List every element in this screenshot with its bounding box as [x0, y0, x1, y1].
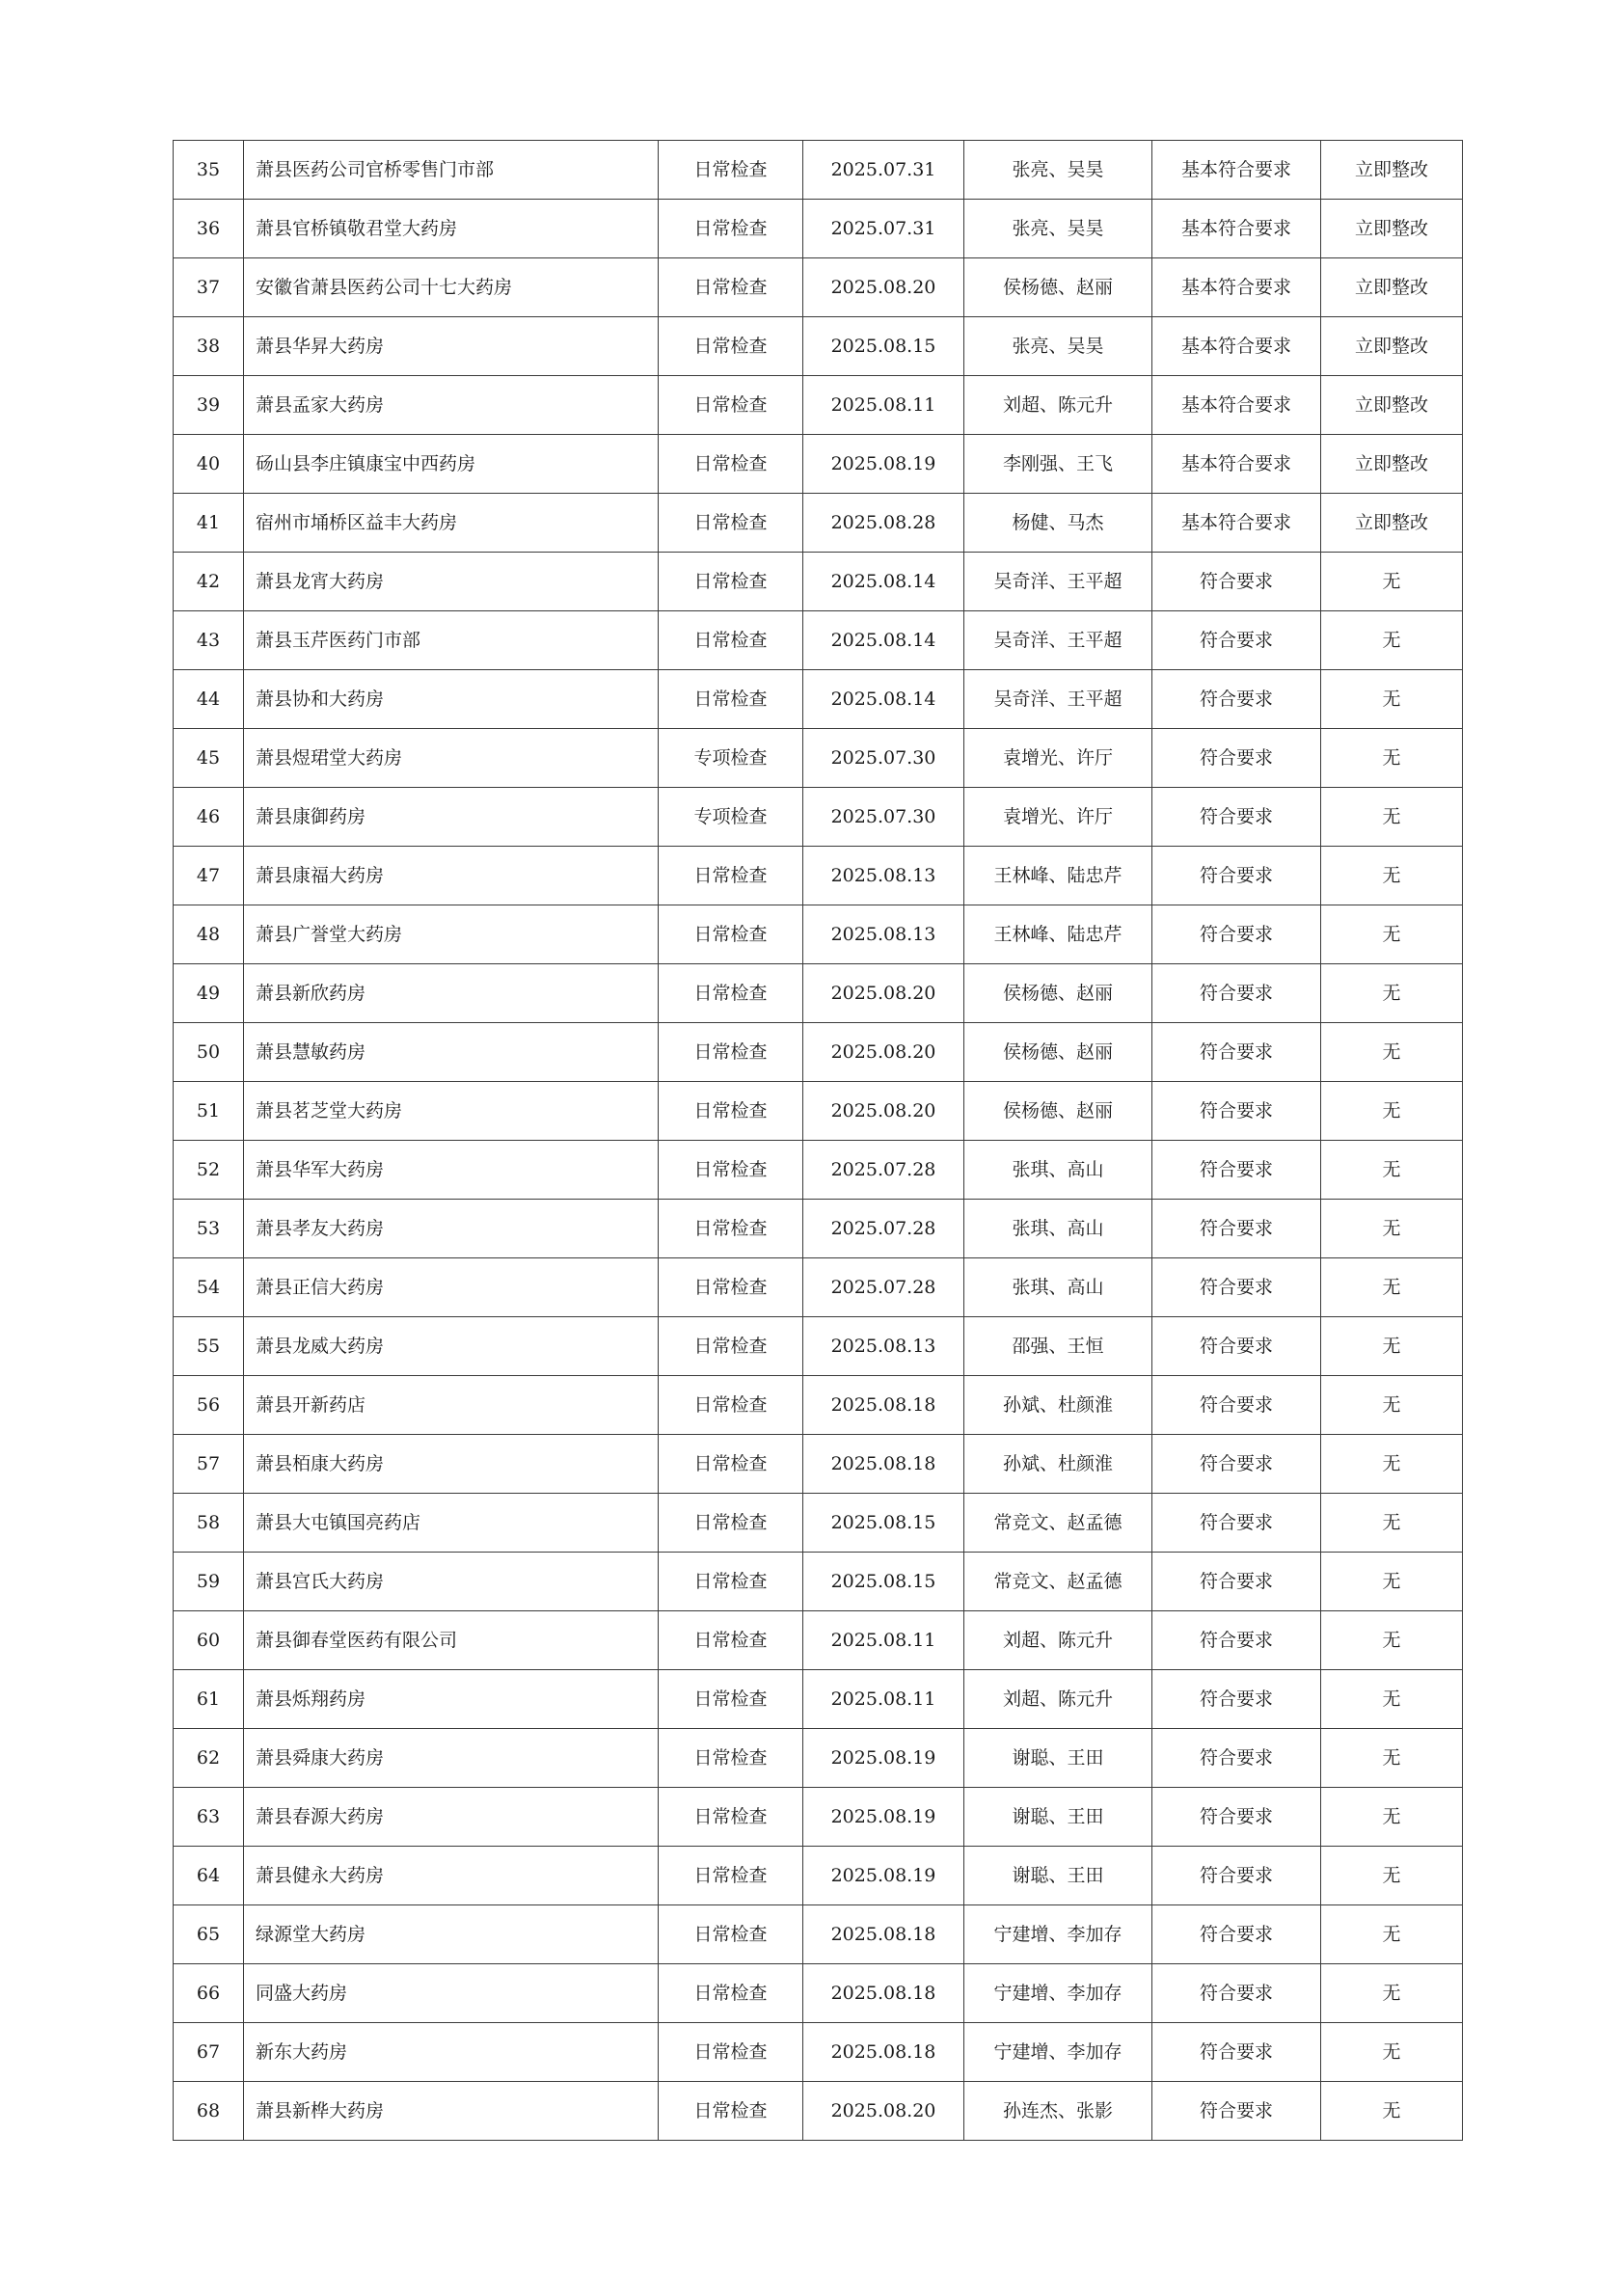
table-row — [174, 1376, 1463, 1435]
inspection-result-cell: 符合要求 — [1152, 611, 1321, 670]
inspectors-cell: 侯杨德、赵丽 — [964, 1082, 1152, 1141]
pharmacy-name-cell: 萧县康御药房 — [244, 788, 659, 847]
row-number-cell: 40 — [174, 435, 244, 494]
table-row — [174, 200, 1463, 258]
inspectors-cell: 孙连杰、张影 — [964, 2082, 1152, 2141]
inspection-type-cell: 日常检查 — [659, 1200, 803, 1258]
row-number-cell: 64 — [174, 1847, 244, 1905]
pharmacy-name-cell: 萧县玉芹医药门市部 — [244, 611, 659, 670]
inspection-result-cell: 基本符合要求 — [1152, 435, 1321, 494]
pharmacy-name-cell: 安徽省萧县医药公司十七大药房 — [244, 258, 659, 317]
inspection-type-cell: 日常检查 — [659, 376, 803, 435]
inspection-date-cell: 2025.08.19 — [803, 1847, 964, 1905]
inspection-date-cell: 2025.08.20 — [803, 258, 964, 317]
inspection-result-cell: 符合要求 — [1152, 1023, 1321, 1082]
inspection-type-cell: 日常检查 — [659, 1905, 803, 1964]
table-row — [174, 1788, 1463, 1847]
row-number-cell: 42 — [174, 553, 244, 611]
inspectors-cell: 宁建增、李加存 — [964, 1964, 1152, 2023]
row-number-cell: 52 — [174, 1141, 244, 1200]
inspection-type-cell: 日常检查 — [659, 847, 803, 905]
table-row — [174, 729, 1463, 788]
rectification-cell: 无 — [1321, 1670, 1463, 1729]
rectification-cell: 无 — [1321, 1494, 1463, 1553]
inspectors-cell: 侯杨德、赵丽 — [964, 258, 1152, 317]
inspection-result-cell: 符合要求 — [1152, 788, 1321, 847]
pharmacy-name-cell: 萧县茗芝堂大药房 — [244, 1082, 659, 1141]
row-number-cell: 68 — [174, 2082, 244, 2141]
inspection-type-cell: 日常检查 — [659, 905, 803, 964]
pharmacy-name-cell: 萧县华昇大药房 — [244, 317, 659, 376]
table-row — [174, 2023, 1463, 2082]
inspectors-cell: 侯杨德、赵丽 — [964, 964, 1152, 1023]
inspection-result-cell: 符合要求 — [1152, 729, 1321, 788]
inspection-type-cell: 专项检查 — [659, 788, 803, 847]
inspection-result-cell: 符合要求 — [1152, 1788, 1321, 1847]
rectification-cell: 无 — [1321, 1376, 1463, 1435]
table-row — [174, 494, 1463, 553]
pharmacy-name-cell: 萧县医药公司官桥零售门市部 — [244, 141, 659, 200]
row-number-cell: 61 — [174, 1670, 244, 1729]
pharmacy-name-cell: 萧县栢康大药房 — [244, 1435, 659, 1494]
row-number-cell: 38 — [174, 317, 244, 376]
pharmacy-name-cell: 萧县官桥镇敬君堂大药房 — [244, 200, 659, 258]
inspectors-cell: 张亮、吴昊 — [964, 317, 1152, 376]
table-row — [174, 788, 1463, 847]
rectification-cell: 无 — [1321, 1553, 1463, 1611]
inspection-type-cell: 日常检查 — [659, 1611, 803, 1670]
pharmacy-name-cell: 萧县煜珺堂大药房 — [244, 729, 659, 788]
inspection-date-cell: 2025.08.20 — [803, 2082, 964, 2141]
pharmacy-name-cell: 萧县大屯镇国亮药店 — [244, 1494, 659, 1553]
inspectors-cell: 杨健、马杰 — [964, 494, 1152, 553]
inspection-type-cell: 日常检查 — [659, 1317, 803, 1376]
inspection-result-cell: 符合要求 — [1152, 1082, 1321, 1141]
table-row — [174, 1258, 1463, 1317]
inspection-type-cell: 日常检查 — [659, 435, 803, 494]
inspection-date-cell: 2025.07.31 — [803, 141, 964, 200]
rectification-cell: 无 — [1321, 1023, 1463, 1082]
table-row — [174, 1553, 1463, 1611]
table-row — [174, 435, 1463, 494]
inspection-result-cell: 符合要求 — [1152, 2023, 1321, 2082]
inspectors-cell: 邵强、王恒 — [964, 1317, 1152, 1376]
inspection-result-cell: 基本符合要求 — [1152, 494, 1321, 553]
table-row — [174, 670, 1463, 729]
pharmacy-name-cell: 萧县宫氏大药房 — [244, 1553, 659, 1611]
row-number-cell: 56 — [174, 1376, 244, 1435]
pharmacy-name-cell: 萧县春源大药房 — [244, 1788, 659, 1847]
inspection-date-cell: 2025.08.18 — [803, 1964, 964, 2023]
inspection-result-cell: 符合要求 — [1152, 1964, 1321, 2023]
inspectors-cell: 李刚强、王飞 — [964, 435, 1152, 494]
inspection-date-cell: 2025.08.15 — [803, 1553, 964, 1611]
rectification-cell: 无 — [1321, 1905, 1463, 1964]
inspection-date-cell: 2025.08.20 — [803, 964, 964, 1023]
inspection-result-cell: 符合要求 — [1152, 1553, 1321, 1611]
inspectors-cell: 谢聪、王田 — [964, 1788, 1152, 1847]
inspection-date-cell: 2025.08.18 — [803, 1376, 964, 1435]
inspection-date-cell: 2025.08.14 — [803, 611, 964, 670]
pharmacy-name-cell: 萧县御春堂医药有限公司 — [244, 1611, 659, 1670]
row-number-cell: 35 — [174, 141, 244, 200]
row-number-cell: 66 — [174, 1964, 244, 2023]
pharmacy-name-cell: 萧县广誉堂大药房 — [244, 905, 659, 964]
inspection-date-cell: 2025.08.14 — [803, 670, 964, 729]
pharmacy-name-cell: 萧县华军大药房 — [244, 1141, 659, 1200]
records-body — [174, 141, 1463, 2141]
inspection-result-cell: 符合要求 — [1152, 1317, 1321, 1376]
pharmacy-name-cell: 砀山县李庄镇康宝中西药房 — [244, 435, 659, 494]
rectification-cell: 无 — [1321, 847, 1463, 905]
rectification-cell: 无 — [1321, 1847, 1463, 1905]
inspection-result-cell: 符合要求 — [1152, 1729, 1321, 1788]
pharmacy-name-cell: 萧县龙宵大药房 — [244, 553, 659, 611]
inspection-result-cell: 符合要求 — [1152, 2082, 1321, 2141]
inspection-type-cell: 日常检查 — [659, 1376, 803, 1435]
inspection-type-cell: 日常检查 — [659, 964, 803, 1023]
inspectors-cell: 宁建增、李加存 — [964, 2023, 1152, 2082]
pharmacy-name-cell: 萧县龙威大药房 — [244, 1317, 659, 1376]
table-row — [174, 317, 1463, 376]
table-row — [174, 141, 1463, 200]
inspectors-cell: 吴奇洋、王平超 — [964, 553, 1152, 611]
table-row — [174, 1200, 1463, 1258]
inspectors-cell: 常竞文、赵孟德 — [964, 1553, 1152, 1611]
row-number-cell: 62 — [174, 1729, 244, 1788]
inspection-type-cell: 日常检查 — [659, 1082, 803, 1141]
inspectors-cell: 张琪、高山 — [964, 1258, 1152, 1317]
inspection-result-cell: 符合要求 — [1152, 1258, 1321, 1317]
inspection-result-cell: 符合要求 — [1152, 1847, 1321, 1905]
rectification-cell: 无 — [1321, 1200, 1463, 1258]
inspection-date-cell: 2025.08.20 — [803, 1023, 964, 1082]
inspection-date-cell: 2025.08.11 — [803, 376, 964, 435]
table-row — [174, 1847, 1463, 1905]
inspection-result-cell: 符合要求 — [1152, 1494, 1321, 1553]
inspection-result-cell: 符合要求 — [1152, 1905, 1321, 1964]
table-row — [174, 1905, 1463, 1964]
inspection-date-cell: 2025.08.28 — [803, 494, 964, 553]
table-row — [174, 1141, 1463, 1200]
inspection-type-cell: 日常检查 — [659, 1023, 803, 1082]
inspection-result-cell: 符合要求 — [1152, 553, 1321, 611]
inspection-date-cell: 2025.08.15 — [803, 1494, 964, 1553]
inspection-date-cell: 2025.08.15 — [803, 317, 964, 376]
inspectors-cell: 孙斌、杜颜淮 — [964, 1435, 1152, 1494]
inspection-type-cell: 日常检查 — [659, 2023, 803, 2082]
table-row — [174, 1964, 1463, 2023]
row-number-cell: 58 — [174, 1494, 244, 1553]
rectification-cell: 无 — [1321, 670, 1463, 729]
table-row — [174, 1670, 1463, 1729]
rectification-cell: 无 — [1321, 1611, 1463, 1670]
row-number-cell: 57 — [174, 1435, 244, 1494]
row-number-cell: 67 — [174, 2023, 244, 2082]
row-number-cell: 63 — [174, 1788, 244, 1847]
inspection-date-cell: 2025.08.18 — [803, 2023, 964, 2082]
pharmacy-name-cell: 萧县开新药店 — [244, 1376, 659, 1435]
inspectors-cell: 张琪、高山 — [964, 1141, 1152, 1200]
inspection-date-cell: 2025.08.11 — [803, 1611, 964, 1670]
inspection-type-cell: 日常检查 — [659, 494, 803, 553]
inspection-result-cell: 基本符合要求 — [1152, 258, 1321, 317]
pharmacy-name-cell: 新东大药房 — [244, 2023, 659, 2082]
inspection-date-cell: 2025.08.18 — [803, 1905, 964, 1964]
inspection-date-cell: 2025.07.28 — [803, 1141, 964, 1200]
inspection-result-cell: 符合要求 — [1152, 1200, 1321, 1258]
table-row — [174, 376, 1463, 435]
inspectors-cell: 刘超、陈元升 — [964, 1670, 1152, 1729]
row-number-cell: 65 — [174, 1905, 244, 1964]
inspectors-cell: 张亮、吴昊 — [964, 200, 1152, 258]
pharmacy-name-cell: 萧县孝友大药房 — [244, 1200, 659, 1258]
inspection-type-cell: 日常检查 — [659, 1847, 803, 1905]
rectification-cell: 无 — [1321, 788, 1463, 847]
inspection-date-cell: 2025.08.19 — [803, 1729, 964, 1788]
inspection-type-cell: 日常检查 — [659, 200, 803, 258]
rectification-cell: 无 — [1321, 1788, 1463, 1847]
rectification-cell: 无 — [1321, 1964, 1463, 2023]
row-number-cell: 59 — [174, 1553, 244, 1611]
inspection-date-cell: 2025.08.19 — [803, 435, 964, 494]
inspection-date-cell: 2025.07.30 — [803, 729, 964, 788]
rectification-cell: 无 — [1321, 964, 1463, 1023]
inspection-result-cell: 符合要求 — [1152, 964, 1321, 1023]
table-row — [174, 1729, 1463, 1788]
rectification-cell: 无 — [1321, 553, 1463, 611]
rectification-cell: 立即整改 — [1321, 141, 1463, 200]
rectification-cell: 无 — [1321, 2082, 1463, 2141]
rectification-cell: 立即整改 — [1321, 494, 1463, 553]
inspection-date-cell: 2025.08.19 — [803, 1788, 964, 1847]
table-row — [174, 1082, 1463, 1141]
inspectors-cell: 刘超、陈元升 — [964, 376, 1152, 435]
inspectors-cell: 王林峰、陆忠芹 — [964, 847, 1152, 905]
pharmacy-name-cell: 萧县新桦大药房 — [244, 2082, 659, 2141]
pharmacy-name-cell: 萧县新欣药房 — [244, 964, 659, 1023]
inspectors-cell: 张亮、吴昊 — [964, 141, 1152, 200]
inspection-date-cell: 2025.07.30 — [803, 788, 964, 847]
row-number-cell: 48 — [174, 905, 244, 964]
pharmacy-name-cell: 萧县慧敏药房 — [244, 1023, 659, 1082]
row-number-cell: 43 — [174, 611, 244, 670]
inspection-date-cell: 2025.08.20 — [803, 1082, 964, 1141]
inspection-result-cell: 符合要求 — [1152, 670, 1321, 729]
row-number-cell: 60 — [174, 1611, 244, 1670]
inspection-result-cell: 符合要求 — [1152, 1435, 1321, 1494]
rectification-cell: 无 — [1321, 1082, 1463, 1141]
row-number-cell: 46 — [174, 788, 244, 847]
row-number-cell: 50 — [174, 1023, 244, 1082]
row-number-cell: 51 — [174, 1082, 244, 1141]
inspection-date-cell: 2025.07.31 — [803, 200, 964, 258]
inspectors-cell: 谢聪、王田 — [964, 1729, 1152, 1788]
inspectors-cell: 袁增光、许厅 — [964, 788, 1152, 847]
table-row — [174, 847, 1463, 905]
table-row — [174, 611, 1463, 670]
inspection-type-cell: 日常检查 — [659, 670, 803, 729]
rectification-cell: 无 — [1321, 1258, 1463, 1317]
table-row — [174, 2082, 1463, 2141]
inspection-result-cell: 符合要求 — [1152, 1141, 1321, 1200]
rectification-cell: 无 — [1321, 729, 1463, 788]
inspection-date-cell: 2025.08.14 — [803, 553, 964, 611]
inspection-records-table — [173, 140, 1463, 2141]
inspectors-cell: 孙斌、杜颜淮 — [964, 1376, 1152, 1435]
rectification-cell: 无 — [1321, 1317, 1463, 1376]
inspection-type-cell: 日常检查 — [659, 1494, 803, 1553]
pharmacy-name-cell: 宿州市埇桥区益丰大药房 — [244, 494, 659, 553]
table-row — [174, 905, 1463, 964]
table-row — [174, 1317, 1463, 1376]
inspection-date-cell: 2025.07.28 — [803, 1200, 964, 1258]
inspectors-cell: 张琪、高山 — [964, 1200, 1152, 1258]
pharmacy-name-cell: 萧县协和大药房 — [244, 670, 659, 729]
row-number-cell: 47 — [174, 847, 244, 905]
inspection-date-cell: 2025.08.13 — [803, 905, 964, 964]
rectification-cell: 无 — [1321, 1141, 1463, 1200]
pharmacy-name-cell: 萧县康福大药房 — [244, 847, 659, 905]
inspection-type-cell: 日常检查 — [659, 141, 803, 200]
inspection-type-cell: 日常检查 — [659, 317, 803, 376]
pharmacy-name-cell: 绿源堂大药房 — [244, 1905, 659, 1964]
inspection-type-cell: 日常检查 — [659, 1258, 803, 1317]
inspection-result-cell: 符合要求 — [1152, 1670, 1321, 1729]
inspection-result-cell: 基本符合要求 — [1152, 141, 1321, 200]
inspection-type-cell: 日常检查 — [659, 1788, 803, 1847]
rectification-cell: 立即整改 — [1321, 258, 1463, 317]
rectification-cell: 立即整改 — [1321, 200, 1463, 258]
inspection-result-cell: 符合要求 — [1152, 1611, 1321, 1670]
inspection-result-cell: 符合要求 — [1152, 847, 1321, 905]
table-row — [174, 964, 1463, 1023]
row-number-cell: 39 — [174, 376, 244, 435]
row-number-cell: 54 — [174, 1258, 244, 1317]
inspectors-cell: 谢聪、王田 — [964, 1847, 1152, 1905]
rectification-cell: 无 — [1321, 1435, 1463, 1494]
inspection-type-cell: 日常检查 — [659, 258, 803, 317]
rectification-cell: 无 — [1321, 2023, 1463, 2082]
pharmacy-name-cell: 萧县孟家大药房 — [244, 376, 659, 435]
inspectors-cell: 宁建增、李加存 — [964, 1905, 1152, 1964]
inspection-type-cell: 日常检查 — [659, 1964, 803, 2023]
inspection-result-cell: 基本符合要求 — [1152, 376, 1321, 435]
inspection-date-cell: 2025.07.28 — [803, 1258, 964, 1317]
inspection-result-cell: 符合要求 — [1152, 905, 1321, 964]
inspectors-cell: 侯杨德、赵丽 — [964, 1023, 1152, 1082]
inspection-type-cell: 日常检查 — [659, 1141, 803, 1200]
pharmacy-name-cell: 同盛大药房 — [244, 1964, 659, 2023]
row-number-cell: 41 — [174, 494, 244, 553]
inspectors-cell: 王林峰、陆忠芹 — [964, 905, 1152, 964]
table-row — [174, 1611, 1463, 1670]
inspection-type-cell: 日常检查 — [659, 1553, 803, 1611]
table-row — [174, 553, 1463, 611]
rectification-cell: 立即整改 — [1321, 435, 1463, 494]
inspection-result-cell: 基本符合要求 — [1152, 200, 1321, 258]
table-row — [174, 258, 1463, 317]
inspectors-cell: 吴奇洋、王平超 — [964, 670, 1152, 729]
row-number-cell: 37 — [174, 258, 244, 317]
inspection-date-cell: 2025.08.13 — [803, 1317, 964, 1376]
table-row — [174, 1435, 1463, 1494]
rectification-cell: 立即整改 — [1321, 317, 1463, 376]
row-number-cell: 36 — [174, 200, 244, 258]
row-number-cell: 44 — [174, 670, 244, 729]
inspection-type-cell: 日常检查 — [659, 1670, 803, 1729]
inspectors-cell: 常竞文、赵孟德 — [964, 1494, 1152, 1553]
inspection-type-cell: 日常检查 — [659, 2082, 803, 2141]
inspection-date-cell: 2025.08.11 — [803, 1670, 964, 1729]
inspectors-cell: 袁增光、许厅 — [964, 729, 1152, 788]
inspection-date-cell: 2025.08.18 — [803, 1435, 964, 1494]
row-number-cell: 49 — [174, 964, 244, 1023]
inspectors-cell: 吴奇洋、王平超 — [964, 611, 1152, 670]
row-number-cell: 55 — [174, 1317, 244, 1376]
table-row — [174, 1023, 1463, 1082]
rectification-cell: 立即整改 — [1321, 376, 1463, 435]
inspectors-cell: 刘超、陈元升 — [964, 1611, 1152, 1670]
table-row — [174, 1494, 1463, 1553]
rectification-cell: 无 — [1321, 611, 1463, 670]
inspection-type-cell: 日常检查 — [659, 611, 803, 670]
inspection-type-cell: 日常检查 — [659, 1729, 803, 1788]
row-number-cell: 45 — [174, 729, 244, 788]
pharmacy-name-cell: 萧县健永大药房 — [244, 1847, 659, 1905]
row-number-cell: 53 — [174, 1200, 244, 1258]
inspection-date-cell: 2025.08.13 — [803, 847, 964, 905]
pharmacy-name-cell: 萧县正信大药房 — [244, 1258, 659, 1317]
inspection-result-cell: 符合要求 — [1152, 1376, 1321, 1435]
rectification-cell: 无 — [1321, 905, 1463, 964]
inspection-result-cell: 基本符合要求 — [1152, 317, 1321, 376]
rectification-cell: 无 — [1321, 1729, 1463, 1788]
inspection-type-cell: 专项检查 — [659, 729, 803, 788]
pharmacy-name-cell: 萧县烁翔药房 — [244, 1670, 659, 1729]
inspection-type-cell: 日常检查 — [659, 553, 803, 611]
inspection-type-cell: 日常检查 — [659, 1435, 803, 1494]
pharmacy-name-cell: 萧县舜康大药房 — [244, 1729, 659, 1788]
